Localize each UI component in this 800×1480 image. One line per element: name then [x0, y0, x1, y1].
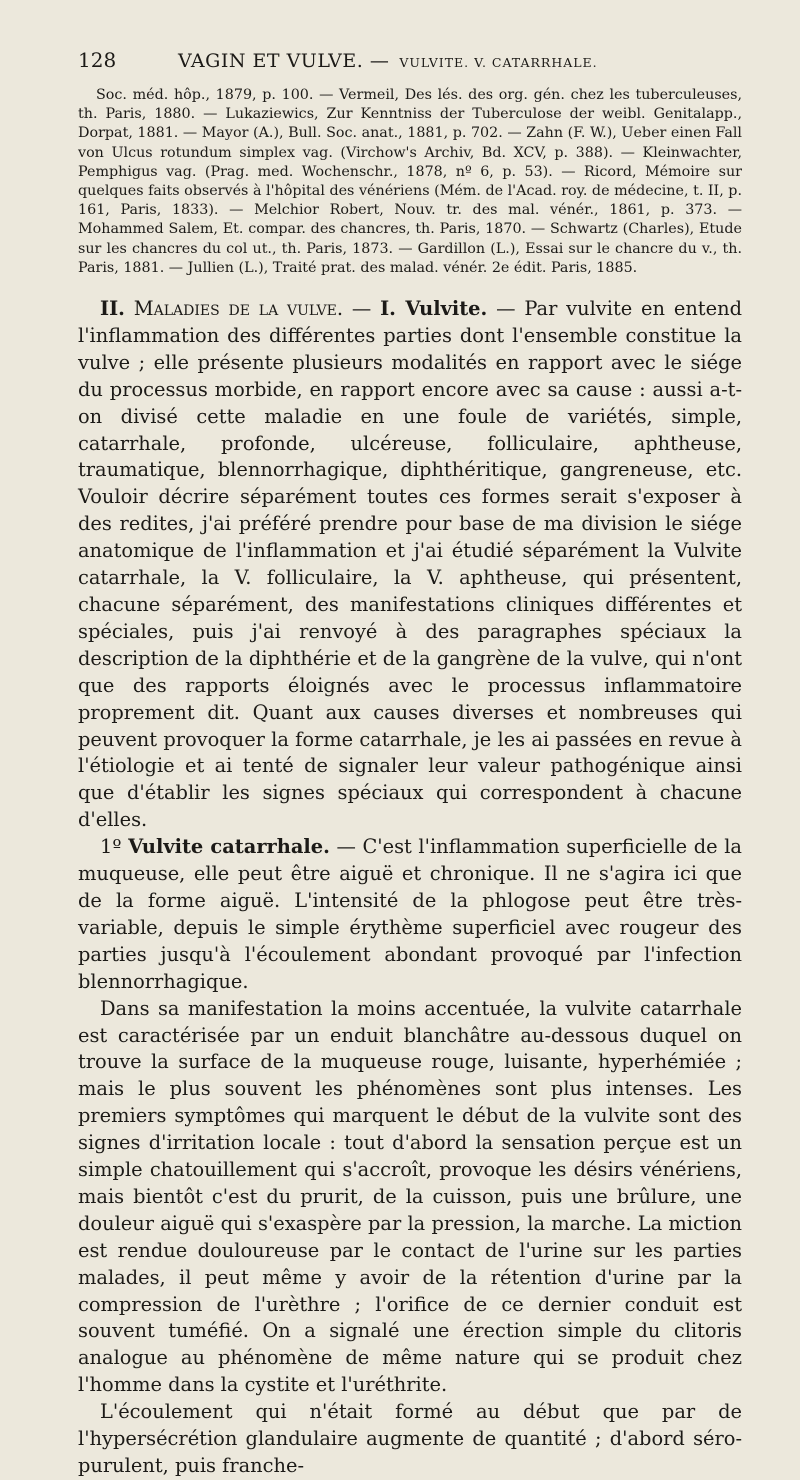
- running-subtitle: VULVITE. V. CATARRHALE.: [399, 55, 598, 70]
- bibliography-paragraph: Soc. méd. hôp., 1879, p. 100. — Vermeil, Des lés. des org. gén. chez les tuberculeuses, th. Paris, 1880. — Lukaziewics, Zur Kenntniss der Tuberculose der weibl. Genitalapp., Dorpat, 1881. — Mayor (A.), Bull. Soc. anat., 1881, p. 702. — Zahn (F. W.), Ueber einen Fall von Ulcus rotundum simplex vag. (Virchow's Archiv, Bd. XCV, p. 388). — Kleinwachter, Pemphigus vag. (Prag. med. Wochenschr., 1878, nº 6, p. 53). — Ricord, Mémoire sur quelques faits observés à l'hôpital des vénériens (Mém. de l'Acad. roy. de médecine, t. II, p. 161, Paris, 1833). — Melchior Robert, Nouv. tr. des mal. vénér., 1861, p. 373. — Mohammed Salem, Et. compar. des chancres, th. Paris, 1870. — Schwartz (Charles), Etude sur les chancres du col ut., th. Paris, 1873. — Gardillon (L.), Essai sur le chancre du v., th. Paris, 1881. — Jullien (L.), Traité prat. des malad. vénér. 2e édit. Paris, 1885.: [78, 87, 742, 276]
- running-header: [78, 48, 742, 72]
- subsection-text: — C'est l'inflammation superficielle de la muqueuse, elle peut être aiguë et chronique. Il ne s'agira ici que de la forme aiguë. L'intensité de la phlogose peut être très-variable, depuis le simple érythème superficiel avec rougeur des parties jusqu'à l'écoulement abondant provoqué par l'infection blennorrhagique.: [78, 835, 742, 993]
- body-paragraph: L'écoulement qui n'était formé au début que par de l'hypersécrétion glandulaire augmente de quantité ; d'abord séro-purulent, puis franche-: [78, 1400, 742, 1477]
- section-paragraph: [78, 296, 742, 834]
- subsection-heading: Vulvite catarrhale.: [128, 835, 330, 859]
- subsection-paragraph: [78, 834, 742, 995]
- section-intro-text: — Par vulvite en entend l'inflammation des différentes parties dont l'ensemble constitue la vulve ; elle présente plusieurs modalités en rapport avec le siége du processus morbide, en rapport encore avec sa cause : aussi a-t-on divisé cette maladie en une foule de variétés, simple, catarrhale, profonde, ulcéreuse, folliculaire, aphtheuse, traumatique, blennorrhagique, diphthéritique, gangreneuse, etc. Vouloir décrire séparément toutes ces formes serait s'exposer à des redites, j'ai préféré prendre pour base de ma division le siége anatomique de l'inflammation et j'ai étudié séparément la Vulvite catarrhale, la V. folliculaire, la V. aphtheuse, qui présentent, chacune séparément, des manifestations cliniques différentes et spéciales, puis j'ai renvoyé à des paragraphes spéciaux la description de la diphthérie et de la gangrène de la vulve, qui n'ont que des rapports éloignés avec le processus inflammatoire proprement dit. Quant aux causes diverses et nombreuses qui peuvent provoquer la forme catarrhale, je les ai passées en revue à l'étiologie et ai tenté de signaler leur valeur pathogénique ainsi que d'établir les signes spéciaux qui correspondent à chacune d'elles.: [78, 297, 742, 832]
- section-number: II.: [100, 297, 125, 321]
- body-paragraph: Dans sa manifestation la moins accentuée, la vulvite catarrhale est caractérisée par un enduit blanchâtre au-dessous duquel on trouve la surface de la muqueuse rouge, luisante, hyperhémiée ; mais le plus souvent les phénomènes sont plus intenses. Les premiers symptômes qui marquent le début de la vulvite sont des signes d'irritation locale : tout d'abord la sensation perçue est un simple chatouillement qui s'accroît, provoque les désirs vénériens, mais bientôt c'est du prurit, de la cuisson, puis une brûlure, une douleur aiguë qui s'exaspère par la pression, la marche. La miction est rendue douloureuse par le contact de l'urine sur les parties malades, il peut même y avoir de la rétention d'urine par la compression de l'urèthre ; l'orifice de ce dernier conduit est souvent tuméfié. On a signalé une érection simple du clitoris analogue au phénomène de même nature qui se produit chez l'homme dans la cystite et l'uréthrite.: [78, 996, 742, 1397]
- section-subheading: I. Vulvite.: [380, 297, 488, 321]
- subsection-number: 1º: [100, 835, 122, 859]
- bibliography-block: [78, 86, 742, 278]
- running-title: VAGIN ET VULVE. —: [178, 50, 390, 72]
- main-text: [78, 296, 742, 1480]
- section-heading: Maladies de la vulve. —: [133, 297, 372, 321]
- page-number: 128: [78, 48, 117, 72]
